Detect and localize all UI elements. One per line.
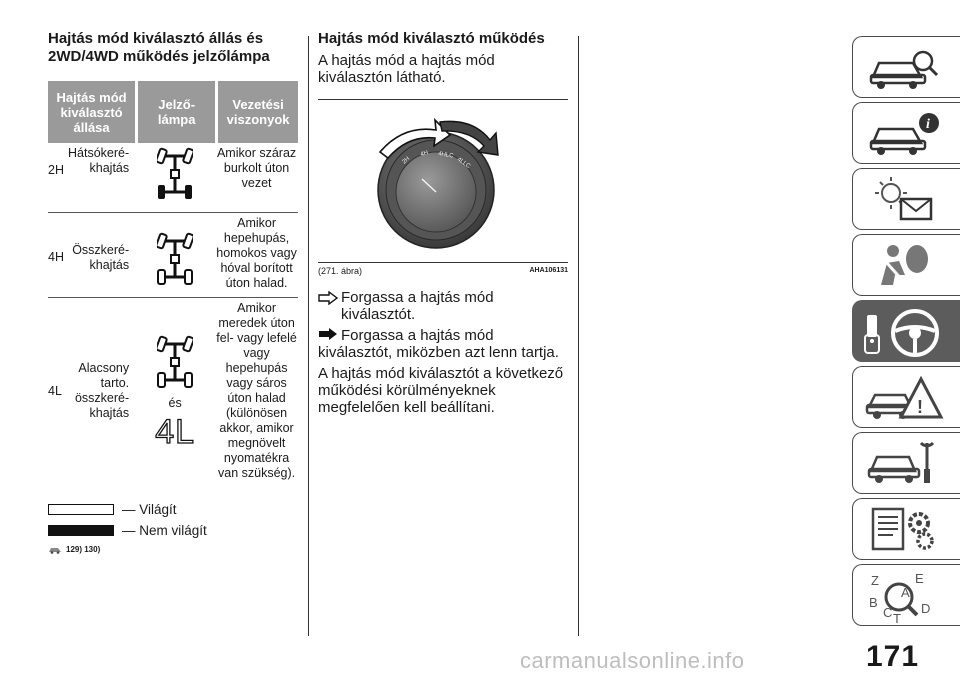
figure-number: (271. ábra) xyxy=(318,266,363,276)
middle-column xyxy=(318,30,568,416)
header-mode: Hajtás mód kiválasztó állása xyxy=(48,81,135,143)
index-letter: E xyxy=(915,571,924,586)
filled-arrow-icon xyxy=(318,327,338,341)
tab-airbag[interactable] xyxy=(852,234,960,296)
table-row xyxy=(48,298,298,488)
intro-paragraph: A hajtás mód a hajtás mód kiválasztón látható. xyxy=(318,52,495,86)
svg-text:i: i xyxy=(926,117,930,132)
tab-car-service[interactable] xyxy=(852,432,960,494)
mode-label: Hátsókeré-khajtás xyxy=(68,143,135,213)
section-title-drive-mode xyxy=(48,30,298,66)
table-row xyxy=(48,213,298,298)
figure-code: AHA106131 xyxy=(529,267,568,274)
step-rotate-press xyxy=(318,327,568,361)
chapter-sidebar xyxy=(852,0,960,678)
tab-emergency[interactable] xyxy=(852,366,960,428)
legend-off xyxy=(48,520,298,541)
car-service-icon xyxy=(865,439,945,489)
lamp-and-text: és xyxy=(168,395,182,410)
drivetrain-2wd-icon xyxy=(157,146,193,202)
step-2-text: Forgassa a hajtás mód kiválasztót, miközben azt lenn tartja. xyxy=(318,327,559,361)
warning-note-refs xyxy=(48,545,298,554)
mode-code: 4H xyxy=(48,213,68,298)
legend-on xyxy=(48,499,298,520)
title-line-2: 2WD/4WD működés jelzőlámpa xyxy=(48,48,270,65)
drive-mode-knob-figure xyxy=(318,100,568,262)
step-rotate xyxy=(318,289,568,323)
knob-label: 4HLC xyxy=(437,151,454,160)
car-warning-icon xyxy=(48,545,62,554)
figure-caption xyxy=(318,266,568,276)
figure-271 xyxy=(318,100,568,262)
section-title-operation: Hajtás mód kiválasztó működés xyxy=(318,30,545,47)
legend-swatch-off xyxy=(48,525,114,536)
step-1-text: Forgassa a hajtás mód kiválasztót. xyxy=(341,289,494,323)
tab-warning-lights[interactable] xyxy=(852,168,960,230)
condition-text: Amikor meredek úton fel- vagy lefelé vagy hepehupás vagy sáros úton halad (különösen akkor, amikor megnövelt nyomatékra van szükség). xyxy=(216,301,297,480)
legend-off-label: — Nem világít xyxy=(122,523,207,538)
tab-car-info[interactable] xyxy=(852,102,960,164)
lamp-legend xyxy=(48,499,298,541)
page-number: 171 xyxy=(866,640,920,673)
column-divider xyxy=(308,36,309,636)
title-line-1: Hajtás mód kiválasztó állás és xyxy=(48,30,264,47)
index-letter: D xyxy=(921,601,931,616)
drivetrain-4wd-icon xyxy=(157,231,193,287)
table-row xyxy=(48,143,298,213)
mode-selection-paragraph: A hajtás mód kiválasztót a következő működési körülményeknek megfelelően kell beállítani. xyxy=(318,365,564,416)
table-header-row xyxy=(48,81,298,143)
car-search-icon xyxy=(865,43,945,93)
mode-label: Összkeré-khajtás xyxy=(68,213,135,298)
index-letter: B xyxy=(869,595,878,610)
warning-lights-icon xyxy=(865,175,945,225)
index-search-icon xyxy=(865,569,945,625)
note-refs-text: 129) 130) xyxy=(66,545,101,554)
drivetrain-4wd-icon xyxy=(157,334,193,390)
tab-car-search[interactable] xyxy=(852,36,960,98)
knob-label: 2H xyxy=(401,156,412,166)
knob-label: 4H xyxy=(419,150,429,158)
outline-arrow-icon xyxy=(318,291,338,305)
legend-swatch-on xyxy=(48,504,114,515)
lamp-cell xyxy=(135,298,215,488)
header-lamp: Jelző-lámpa xyxy=(138,81,215,143)
header-conditions: Vezetési viszonyok xyxy=(218,81,298,143)
knob-label: 4LLC xyxy=(455,156,472,170)
index-letter: A xyxy=(901,585,910,600)
index-letter: C xyxy=(883,605,893,620)
airbag-person-icon xyxy=(865,241,945,291)
low-range-4l-indicator: 4L xyxy=(155,412,196,451)
legend-on-label: — Világít xyxy=(122,502,177,517)
condition-text: Amikor hepehupás, homokos vagy hóval borított úton halad. xyxy=(215,213,298,298)
index-letter: Z xyxy=(871,573,879,588)
figure-bottom-rule xyxy=(318,262,568,263)
left-column xyxy=(48,30,298,554)
drive-mode-table xyxy=(48,81,298,487)
mode-label: Alacsony tarto. összkeré-khajtás xyxy=(74,361,130,420)
specs-gears-icon xyxy=(865,505,945,555)
column-divider-2 xyxy=(578,36,579,636)
car-info-icon xyxy=(865,109,945,159)
svg-text:!: ! xyxy=(917,397,923,417)
condition-text: Amikor száraz burkolt úton vezet xyxy=(215,143,298,213)
index-letter: T xyxy=(893,611,901,625)
mode-code: 4L xyxy=(48,383,62,398)
tab-specs[interactable] xyxy=(852,498,960,560)
tab-steering-key[interactable] xyxy=(852,300,960,362)
mode-code: 2H xyxy=(48,143,68,213)
watermark: carmanualsonline.info xyxy=(520,648,745,673)
tab-index[interactable] xyxy=(852,564,960,626)
emergency-triangle-icon xyxy=(865,373,945,423)
lamp-cell xyxy=(135,143,215,213)
steering-key-icon xyxy=(861,305,951,361)
lamp-cell xyxy=(135,213,215,298)
